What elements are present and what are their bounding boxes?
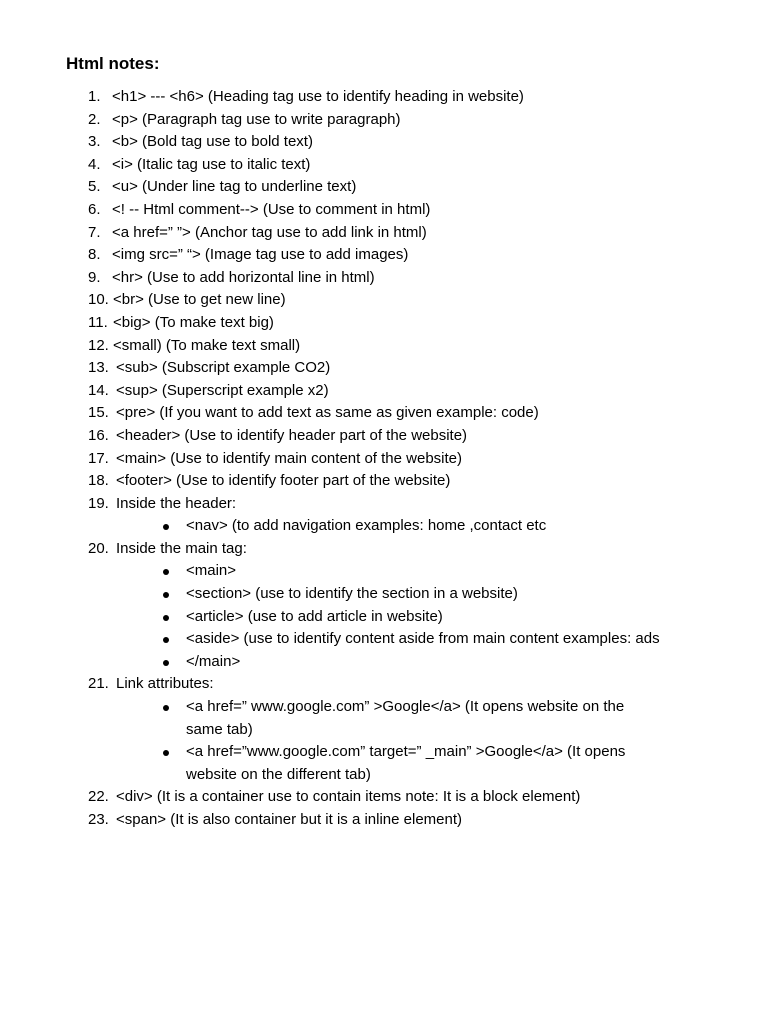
list-item (0, 538, 768, 561)
item-number: 13. (88, 359, 109, 377)
list-item (0, 244, 768, 267)
item-text: Link attributes: (116, 675, 214, 693)
item-number: 18. (88, 472, 109, 490)
list-item (0, 289, 768, 312)
item-text: <h1> --- <h6> (Heading tag use to identify heading in website) (112, 88, 524, 105)
bullet-item (0, 696, 768, 719)
bullet-item (0, 741, 768, 764)
item-number: 16. (88, 426, 109, 444)
list-item (0, 470, 768, 493)
item-text: <small) (To make text small) (113, 336, 301, 354)
bullet-icon (163, 592, 169, 598)
bullet-text: website on the different tab) (186, 765, 371, 783)
item-number: 12. (88, 336, 109, 354)
bullet-continuation (0, 719, 768, 742)
bullet-icon (163, 637, 169, 643)
item-text: <hr> (Use to add horizontal line in html) (112, 268, 375, 286)
item-text: <sup> (Superscript example x2) (116, 381, 329, 399)
list-item (0, 786, 768, 809)
item-text: <big> (To make text big) (113, 313, 274, 331)
bullet-item (0, 560, 768, 583)
bullet-item (0, 606, 768, 629)
item-text: Inside the main tag: (116, 539, 247, 557)
list-item (0, 86, 768, 109)
list-item (0, 267, 768, 290)
bullet-icon (163, 750, 169, 756)
item-number: 14. (88, 381, 109, 399)
item-text: <p> (Paragraph tag use to write paragraph) (112, 110, 401, 128)
bullet-text: same tab) (186, 720, 253, 738)
bullet-text: <a href=” www.google.com” >Google</a> (It opens website on the (186, 698, 625, 716)
bullet-item (0, 583, 768, 606)
item-text: <! -- Html comment--> (Use to comment in html) (112, 200, 431, 218)
list-item (0, 176, 768, 199)
item-number: 8. (88, 246, 101, 264)
item-number: 2. (88, 110, 101, 128)
item-text: <pre> (If you want to add text as same as given example: code) (116, 404, 539, 422)
item-number: 9. (88, 268, 101, 286)
item-text: <img src=” “> (Image tag use to add images) (112, 246, 409, 264)
item-text: <i> (Italic tag use to italic text) (112, 155, 311, 173)
bullet-text: <nav> (to add navigation examples: home ,contact etc (186, 517, 547, 535)
list-item (0, 131, 768, 154)
page-title: Html notes: (66, 54, 160, 73)
item-number: 5. (88, 178, 101, 196)
list-item (0, 380, 768, 403)
bullet-item (0, 628, 768, 651)
item-text: <div> (It is a container use to contain items note: It is a block element) (116, 788, 581, 806)
item-text: <u> (Under line tag to underline text) (112, 178, 357, 196)
bullet-item (0, 515, 768, 538)
item-number: 22. (88, 788, 109, 806)
list-item (0, 425, 768, 448)
list-item (0, 154, 768, 177)
list-item (0, 402, 768, 425)
item-number: 3. (88, 133, 101, 151)
item-text: <sub> (Subscript example CO2) (116, 359, 331, 377)
item-number: 4. (88, 155, 101, 173)
bullet-icon (163, 705, 169, 711)
list-item (0, 673, 768, 696)
item-text: <span> (It is also container but it is a inline element) (116, 811, 463, 828)
bullet-text: </main> (186, 652, 241, 670)
item-number: 21. (88, 675, 109, 693)
item-number: 23. (88, 811, 109, 828)
item-text: <br> (Use to get new line) (113, 291, 286, 309)
list-item (0, 809, 768, 832)
notes-list (0, 86, 768, 832)
list-item (0, 448, 768, 471)
item-number: 19. (88, 494, 109, 512)
list-item (0, 357, 768, 380)
bullet-icon (163, 569, 169, 575)
item-text: Inside the header: (116, 494, 237, 512)
item-text: <header> (Use to identify header part of the website) (116, 426, 468, 444)
item-number: 7. (88, 223, 101, 241)
item-number: 20. (88, 539, 109, 557)
bullet-text: <main> (186, 562, 237, 580)
item-number: 17. (88, 449, 109, 467)
list-item (0, 199, 768, 222)
list-item (0, 493, 768, 516)
item-text: <b> (Bold tag use to bold text) (112, 133, 313, 151)
item-text: <footer> (Use to identify footer part of the website) (116, 472, 451, 490)
bullet-text: <a href=”www.google.com” target=” _main” >Google</a> (It opens (186, 743, 626, 761)
item-text: <a href=” ”> (Anchor tag use to add link in html) (112, 223, 427, 241)
bullet-text: <article> (use to add article in website) (186, 607, 443, 625)
item-number: 10. (88, 291, 109, 309)
item-number: 11. (88, 313, 108, 331)
list-item (0, 222, 768, 245)
bullet-icon (163, 615, 169, 621)
list-item (0, 312, 768, 335)
bullet-item (0, 651, 768, 674)
bullet-continuation (0, 764, 768, 787)
list-item (0, 109, 768, 132)
list-item (0, 335, 768, 358)
item-number: 15. (88, 404, 109, 422)
bullet-text: <section> (use to identify the section in a website) (186, 585, 518, 603)
bullet-text: <aside> (use to identify content aside from main content examples: ads (186, 630, 660, 648)
item-number: 6. (88, 200, 101, 218)
item-number: 1. (88, 88, 101, 105)
item-text: <main> (Use to identify main content of the website) (116, 449, 463, 467)
bullet-icon (163, 660, 169, 666)
bullet-icon (163, 524, 169, 530)
